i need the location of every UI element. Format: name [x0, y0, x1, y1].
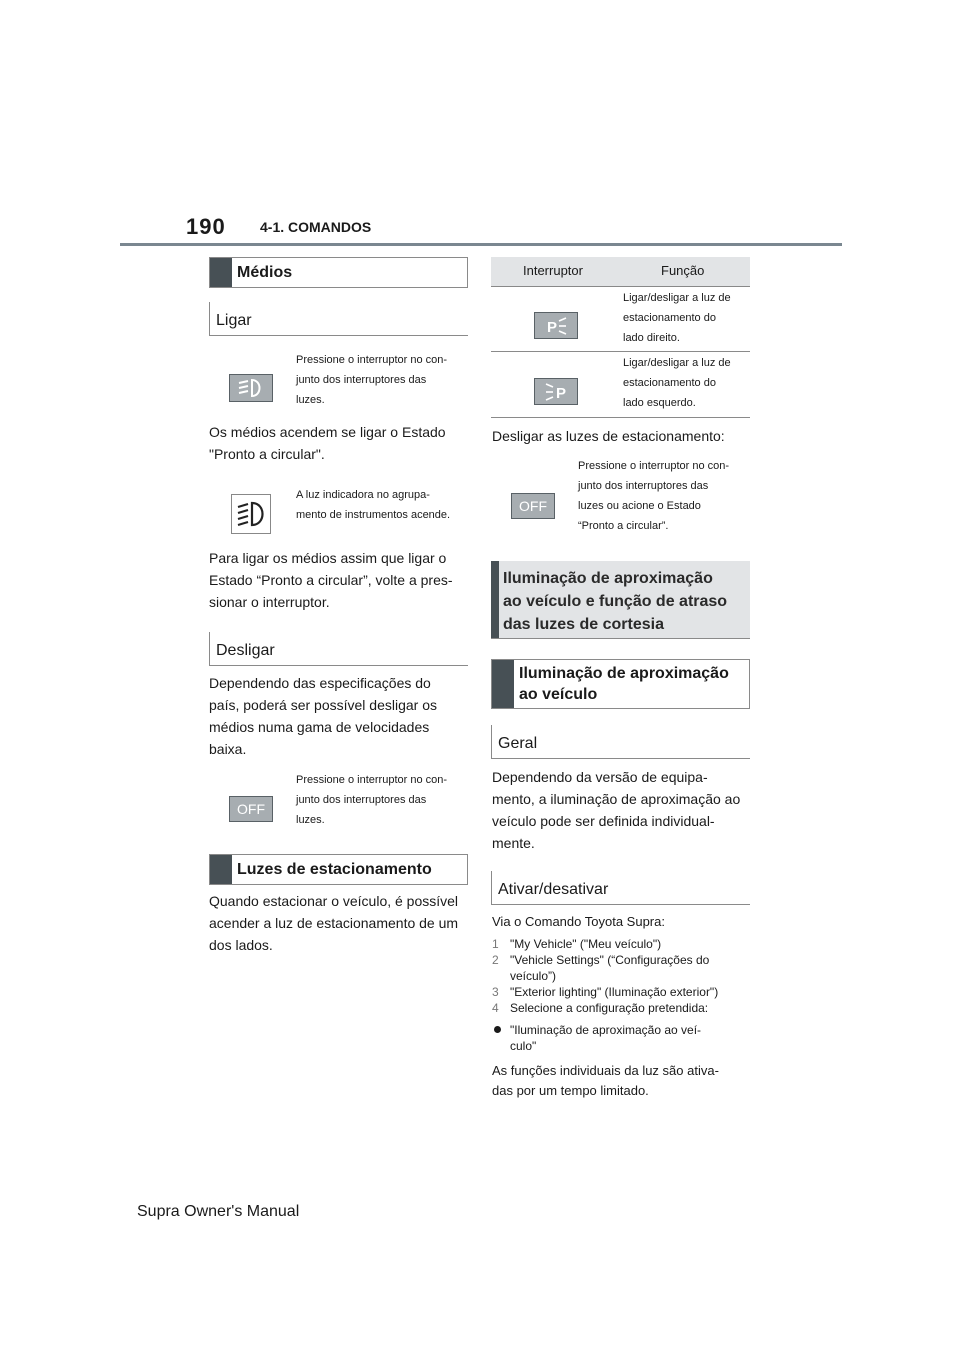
- parking-light-right-icon: [534, 312, 578, 339]
- list-item: [492, 936, 752, 952]
- geral-paragraph: Dependendo da versão de equipa- mento, a iluminação de aproximação ao veículo pode ser definida individual- mente.: [492, 769, 741, 851]
- svg-text:P: P: [556, 384, 567, 402]
- table-cell-funcao: Ligar/desligar a luz de estacionamento do lado esquerdo.: [623, 357, 731, 409]
- ligar-icon-note: Pressione o interruptor no con- junto dos interruptores das luzes.: [296, 354, 448, 406]
- section-luzes-estacionamento: [209, 854, 468, 885]
- off-note: Pressione o interruptor no con- junto dos interruptores das luzes ou acione o Estado “Pronto a circular”.: [578, 460, 730, 532]
- step-number: 1: [492, 937, 499, 951]
- ligar-paragraph-2: Para ligar os médios assim que ligar o Estado “Pronto a circular”, volte a pres- sionar o interruptor.: [209, 550, 453, 610]
- table-cell-funcao: Ligar/desligar a luz de estacionamento do lado direito.: [623, 292, 731, 344]
- desligar-estacionamento: Desligar as luzes de estacionamento:: [492, 428, 725, 444]
- table-row-divider: [491, 417, 750, 418]
- footer-text: Supra Owner's Manual: [137, 1203, 300, 1220]
- column-header: Função: [661, 263, 705, 278]
- headlight-switch-icon: [229, 374, 273, 402]
- subsection-desligar: [209, 632, 468, 666]
- bullet-dot-icon: [494, 1026, 501, 1033]
- subsection-title: Ativar/desativar: [498, 881, 609, 898]
- section-title: Iluminação de aproximação ao veículo: [519, 665, 729, 703]
- off-label: OFF: [237, 801, 265, 817]
- table-header: [491, 257, 750, 287]
- indicator-note: A luz indicadora no agrupa- mento de instrumentos acende.: [296, 489, 451, 521]
- section-bar: [491, 561, 499, 638]
- step-text: "Vehicle Settings" (“Configurações do veículo”): [510, 953, 710, 983]
- column-header: Interruptor: [523, 263, 583, 278]
- step-number: 3: [492, 985, 499, 999]
- section-aproximacao-veiculo: [491, 659, 750, 709]
- step-number: 4: [492, 1001, 499, 1015]
- subsection-ligar: [209, 302, 468, 336]
- table-row-divider: [491, 351, 750, 352]
- parking-light-left-icon: [534, 378, 578, 405]
- section-iluminacao-aproximacao: [491, 561, 750, 639]
- section-title: Luzes de estacionamento: [237, 860, 432, 878]
- desligar-paragraph: Dependendo das especificações do país, poderá ser possível desligar os médios numa gama de velocidades baixa.: [209, 675, 438, 757]
- list-item: [492, 984, 752, 1000]
- list-item: [492, 1000, 752, 1016]
- subsection-title: Geral: [498, 735, 538, 752]
- final-paragraph: As funções individuais da luz são ativa- das por um tempo limitado.: [492, 1063, 719, 1098]
- off-switch-icon: [229, 796, 273, 822]
- section-medios: [209, 257, 468, 288]
- bullet-text: "Iluminação de aproximação ao veí- culo": [510, 1023, 702, 1053]
- ligar-paragraph-1: Os médios acendem se ligar o Estado "Pronto a circular".: [209, 424, 446, 462]
- step-text: Selecione a configuração pretendida:: [510, 1001, 709, 1015]
- headlight-indicator-icon: [231, 494, 271, 534]
- list-item: [492, 952, 752, 984]
- luzes-paragraph: Quando estacionar o veículo, é possível acender a luz de estacionamento de um dos lados.: [209, 893, 459, 953]
- off-switch-icon: [511, 493, 555, 519]
- page-number: 190: [186, 214, 226, 239]
- subsection-geral: [491, 725, 750, 759]
- section-bar: [492, 660, 514, 708]
- subsection-title: Ligar: [216, 312, 252, 329]
- via-comando: Via o Comando Toyota Supra:: [492, 914, 665, 929]
- section-title: Médios: [237, 263, 293, 281]
- steps-list: [492, 936, 752, 1016]
- bullet-item: [492, 1022, 752, 1054]
- off-label: OFF: [519, 498, 547, 514]
- section-bar: [210, 258, 232, 287]
- off-note: Pressione o interruptor no con- junto dos interruptores das luzes.: [296, 774, 448, 826]
- subsection-title: Desligar: [216, 642, 275, 659]
- subsection-ativar: [491, 871, 750, 905]
- svg-text:P: P: [547, 318, 558, 336]
- step-text: "Exterior lighting" (Iluminação exterior"): [510, 985, 719, 999]
- section-title: Iluminação de aproximação ao veículo e função de atraso das luzes de cortesia: [503, 570, 728, 633]
- header-rule: [120, 243, 842, 246]
- step-number: 2: [492, 953, 499, 967]
- step-text: "My Vehicle" ("Meu veículo"): [510, 937, 662, 951]
- section-bar: [210, 855, 232, 884]
- chapter-title: 4-1. COMANDOS: [260, 219, 372, 235]
